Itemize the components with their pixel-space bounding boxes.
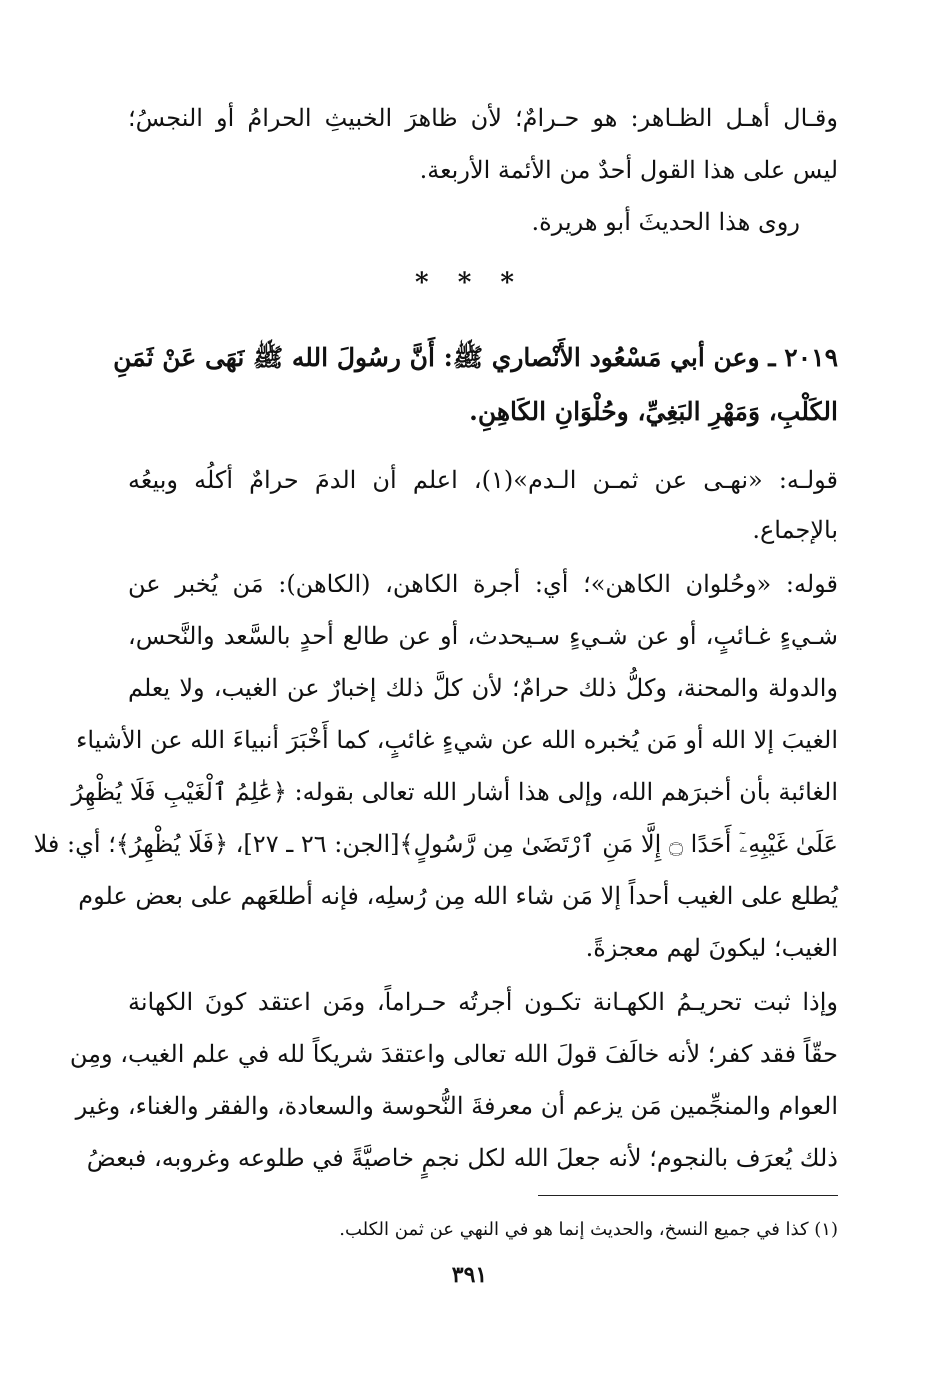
- text-line: عَلَىٰ غَيْبِهِۦٓ أَحَدًا ۝ إِلَّا مَنِ ٱرْتَضَىٰ مِن رَّسُولٍ﴾[الجن: ٢٦ ـ ٢٧]، ﴿فَلَا يُظْهِرُ﴾؛ أي: فلا: [33, 830, 838, 858]
- text-line: قوله: «وحُلوان الكاهن»؛ أي: أجرة الكاهن، (الكاهن): مَن يُخبر عن: [128, 570, 838, 598]
- text-line: وقـال أهـل الظـاهر: هو حـرامٌ؛ لأن ظاهرَ الخبيثِ الحرامُ أو النجسُ؛: [128, 104, 838, 132]
- text-line: الغائبة بأن أخبرَهم الله، وإلى هذا أشار الله تعالى بقوله: ﴿عَٰلِمُ ٱلْغَيْبِ فَلَا يُظْهِرُ: [71, 778, 838, 806]
- text-line: بالإجماع.: [752, 516, 838, 544]
- text-line: والدولة والمحنة، وكلُّ ذلك حرامٌ؛ لأن كلَّ ذلك إخبارٌ عن الغيب، ولا يعلم: [128, 674, 838, 702]
- text-line: شـيءٍ غـائبٍ، أو عن شـيءٍ سـيحدث، أو عن طالع أحدٍ بالسَّعد والنَّحس،: [128, 622, 839, 650]
- text-line: حقّاً فقد كفر؛ لأنه خالَفَ قولَ الله تعالى واعتقدَ شريكاً لله في علم الغيب، ومِن: [69, 1040, 838, 1068]
- text-line: الغيب؛ ليكونَ لهم معجزةً.: [585, 934, 838, 962]
- text-line: ليس على هذا القول أحدٌ من الأئمة الأربعة.: [419, 156, 838, 184]
- text-line: ذلك يُعرَف بالنجوم؛ لأنه جعلَ الله لكل نجمٍ خاصيَّةً في طلوعه وغروبه، فبعضُ: [86, 1144, 838, 1172]
- footnote: (١) كذا في جميع النسخ، والحديث إنما هو في النهي عن ثمن الكلب.: [339, 1219, 838, 1240]
- footnote-divider: [538, 1195, 838, 1196]
- page-number: ٣٩١: [451, 1262, 488, 1288]
- text-line: وإذا ثبت تحريـمُ الكهـانة تكـون أجرتُه حـراماً، ومَن اعتقد كونَ الكهانة: [128, 988, 838, 1016]
- text-line: قولـه: «نهـى عن ثمـن الـدم»(١)، اعلم أن الدمَ حرامٌ أكلُه وبيعُه: [128, 466, 838, 494]
- section-separator: * * *: [415, 268, 524, 298]
- text-line: يُطلع على الغيب أحداً إلا مَن شاء الله مِن رُسلِه، فإنه أطلعَهم على بعض علوم: [78, 882, 838, 910]
- text-line: الغيبَ إلا الله أو مَن يُخبره الله عن شيءٍ غائبٍ، كما أَخْبَرَ أنبياءَ الله عن الأشياء: [76, 726, 838, 754]
- text-line: روى هذا الحديثَ أبو هريرة.: [531, 208, 800, 236]
- hadith-line: ٢٠١٩ ـ وعن أبي مَسْعُود الأَنْصاري ﷺ: أَنَّ رسُولَ الله ﷺ نَهَى عَنْ ثَمَنِ: [113, 343, 838, 372]
- text-line: العوام والمنجِّمين مَن يزعم أن معرفةَ النُّحوسة والسعادة، والفقر والغناء، وغير: [75, 1092, 838, 1120]
- hadith-line: الكَلْبِ، وَمَهْرِ البَغِيِّ، وحُلْوَانِ الكَاهِنِ.: [469, 397, 838, 426]
